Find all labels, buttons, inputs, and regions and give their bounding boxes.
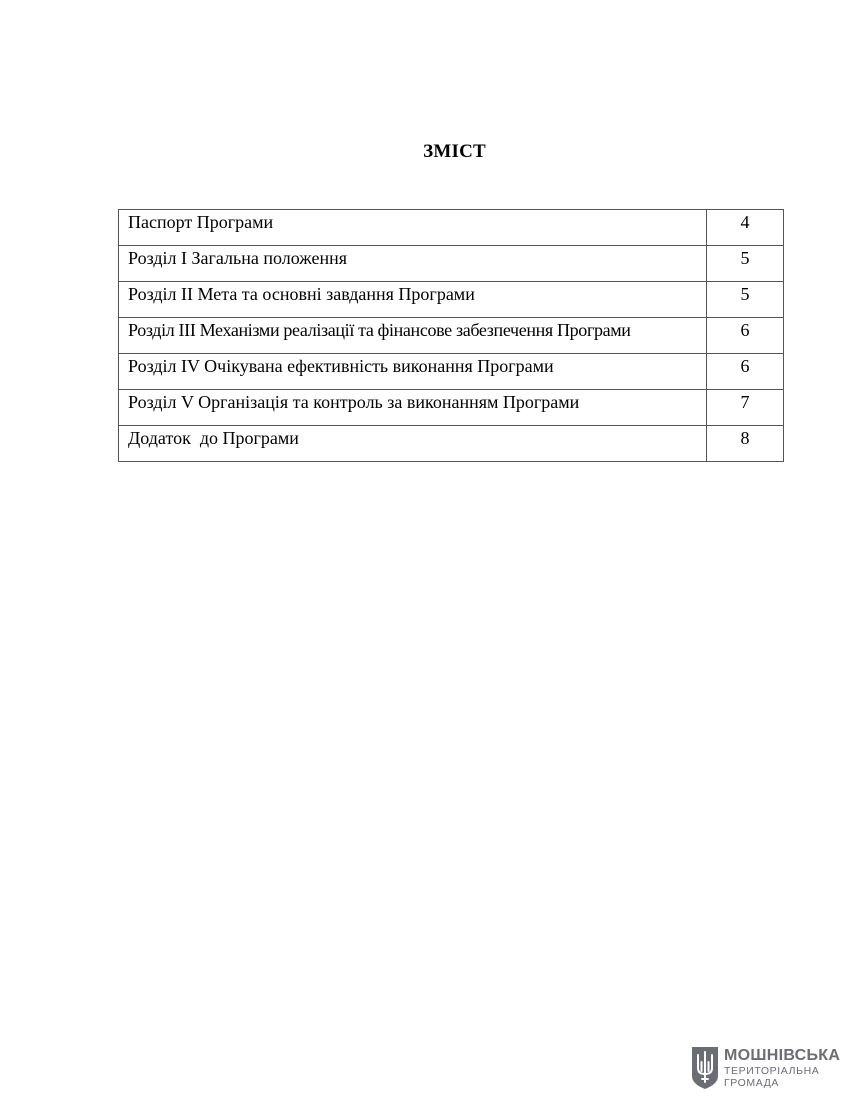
toc-entry-page: 6 [707, 354, 784, 390]
watermark-line-1: МОШНІВСЬКА [724, 1046, 841, 1064]
table-row [119, 390, 784, 426]
table-of-contents [118, 209, 784, 462]
table-row [119, 210, 784, 246]
toc-entry-label: Розділ II Мета та основні завдання Програми [119, 282, 707, 318]
toc-entry-label: Розділ V Організація та контроль за виконанням Програми [119, 390, 707, 426]
watermark-text [724, 1048, 840, 1089]
community-watermark [690, 1046, 840, 1090]
page-title: ЗМІСТ [423, 141, 486, 162]
toc-entry-page: 6 [707, 318, 784, 354]
toc-entry-page: 5 [707, 282, 784, 318]
toc-entry-page: 5 [707, 246, 784, 282]
toc-entry-page: 4 [707, 210, 784, 246]
watermark-line-2: ТЕРИТОРІАЛЬНА [724, 1064, 820, 1077]
table-row [119, 282, 784, 318]
table-row [119, 426, 784, 462]
trident-emblem-icon [690, 1046, 720, 1090]
toc-entry-label: Розділ IV Очікувана ефективність виконання Програми [119, 354, 707, 390]
watermark-line-3: ГРОМАДА [724, 1077, 780, 1089]
table-row [119, 246, 784, 282]
table-row [119, 354, 784, 390]
toc-entry-page: 7 [707, 390, 784, 426]
toc-entry-label: Розділ III Механізми реалізації та фінансове забезпечення Програми [119, 318, 707, 354]
toc-entry-label: Паспорт Програми [119, 210, 707, 246]
toc-entry-label: Розділ I Загальна положення [119, 246, 707, 282]
toc-entry-label: Додаток до Програми [119, 426, 707, 462]
toc-entry-page: 8 [707, 426, 784, 462]
table-row [119, 318, 784, 354]
